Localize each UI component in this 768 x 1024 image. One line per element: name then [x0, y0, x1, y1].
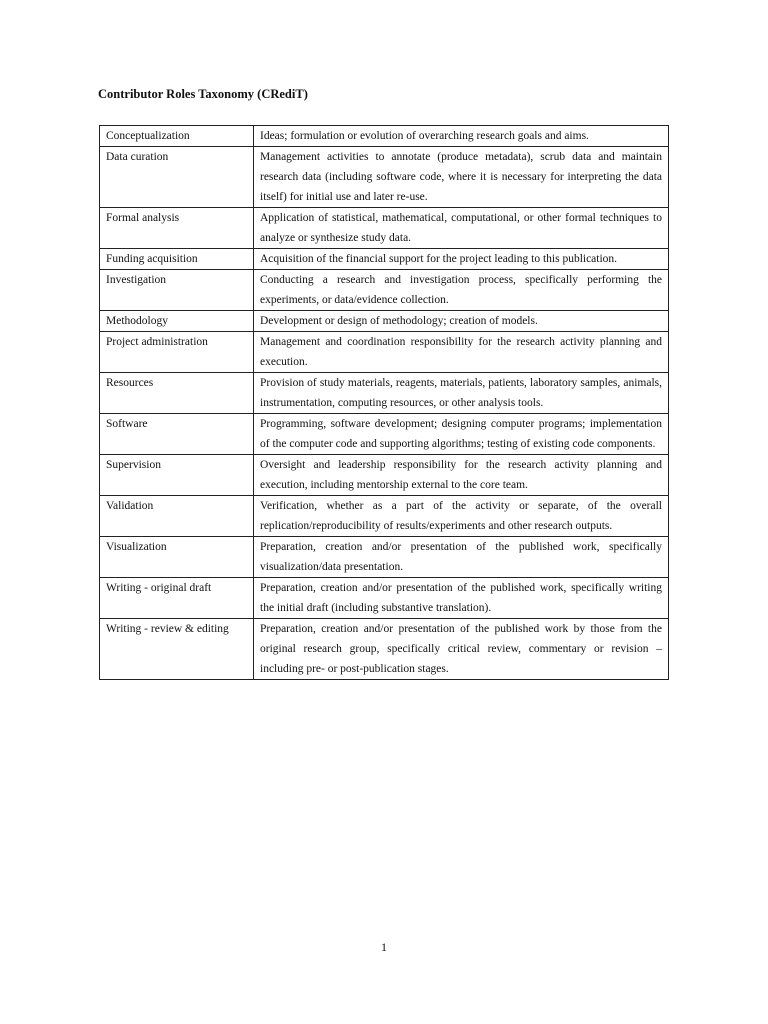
- role-definition-cell: Preparation, creation and/or presentation of the published work, specifically writing the initial draft (including substantive translation).: [254, 578, 669, 619]
- roles-table: [99, 125, 669, 680]
- role-name-cell: Methodology: [100, 311, 254, 332]
- role-definition-cell: Provision of study materials, reagents, materials, patients, laboratory samples, animals, instrumentation, computing resources, or other analysis tools.: [254, 373, 669, 414]
- role-name-cell: Funding acquisition: [100, 249, 254, 270]
- role-definition-cell: Conducting a research and investigation process, specifically performing the experiments, or data/evidence collection.: [254, 270, 669, 311]
- role-definition-cell: Development or design of methodology; creation of models.: [254, 311, 669, 332]
- role-name-cell: Data curation: [100, 147, 254, 208]
- role-definition-cell: Verification, whether as a part of the activity or separate, of the overall replication/reproducibility of results/experiments and other research outputs.: [254, 496, 669, 537]
- role-definition-cell: Acquisition of the financial support for the project leading to this publication.: [254, 249, 669, 270]
- table-row: [100, 455, 669, 496]
- role-definition-cell: Management activities to annotate (produce metadata), scrub data and maintain research data (including software code, where it is necessary for interpreting the data itself) for initial use and later re-use.: [254, 147, 669, 208]
- role-name-cell: Investigation: [100, 270, 254, 311]
- document-title: Contributor Roles Taxonomy (CRediT): [98, 87, 308, 101]
- table-row: [100, 126, 669, 147]
- role-name-cell: Visualization: [100, 537, 254, 578]
- role-definition-cell: Programming, software development; designing computer programs; implementation of the computer code and supporting algorithms; testing of existing code components.: [254, 414, 669, 455]
- table-row: [100, 373, 669, 414]
- role-definition-cell: Ideas; formulation or evolution of overarching research goals and aims.: [254, 126, 669, 147]
- table-row: [100, 496, 669, 537]
- page-number: 1: [381, 940, 387, 954]
- role-definition-cell: Application of statistical, mathematical, computational, or other formal techniques to analyze or synthesize study data.: [254, 208, 669, 249]
- role-definition-cell: Management and coordination responsibility for the research activity planning and execution.: [254, 332, 669, 373]
- table-row: [100, 414, 669, 455]
- role-name-cell: Writing - original draft: [100, 578, 254, 619]
- role-definition-cell: Oversight and leadership responsibility for the research activity planning and execution, including mentorship external to the core team.: [254, 455, 669, 496]
- table-row: [100, 311, 669, 332]
- roles-table-body: [100, 126, 669, 680]
- role-name-cell: Resources: [100, 373, 254, 414]
- table-row: [100, 147, 669, 208]
- role-name-cell: Software: [100, 414, 254, 455]
- role-name-cell: Validation: [100, 496, 254, 537]
- role-name-cell: Writing - review & editing: [100, 619, 254, 680]
- role-name-cell: Supervision: [100, 455, 254, 496]
- role-name-cell: Formal analysis: [100, 208, 254, 249]
- role-name-cell: Conceptualization: [100, 126, 254, 147]
- table-row: [100, 249, 669, 270]
- table-row: [100, 270, 669, 311]
- table-row: [100, 332, 669, 373]
- table-row: [100, 619, 669, 680]
- role-definition-cell: Preparation, creation and/or presentation of the published work, specifically visualization/data presentation.: [254, 537, 669, 578]
- table-row: [100, 578, 669, 619]
- table-row: [100, 537, 669, 578]
- role-name-cell: Project administration: [100, 332, 254, 373]
- role-definition-cell: Preparation, creation and/or presentation of the published work by those from the original research group, specifically critical review, commentary or revision – including pre- or post-publication stages.: [254, 619, 669, 680]
- table-row: [100, 208, 669, 249]
